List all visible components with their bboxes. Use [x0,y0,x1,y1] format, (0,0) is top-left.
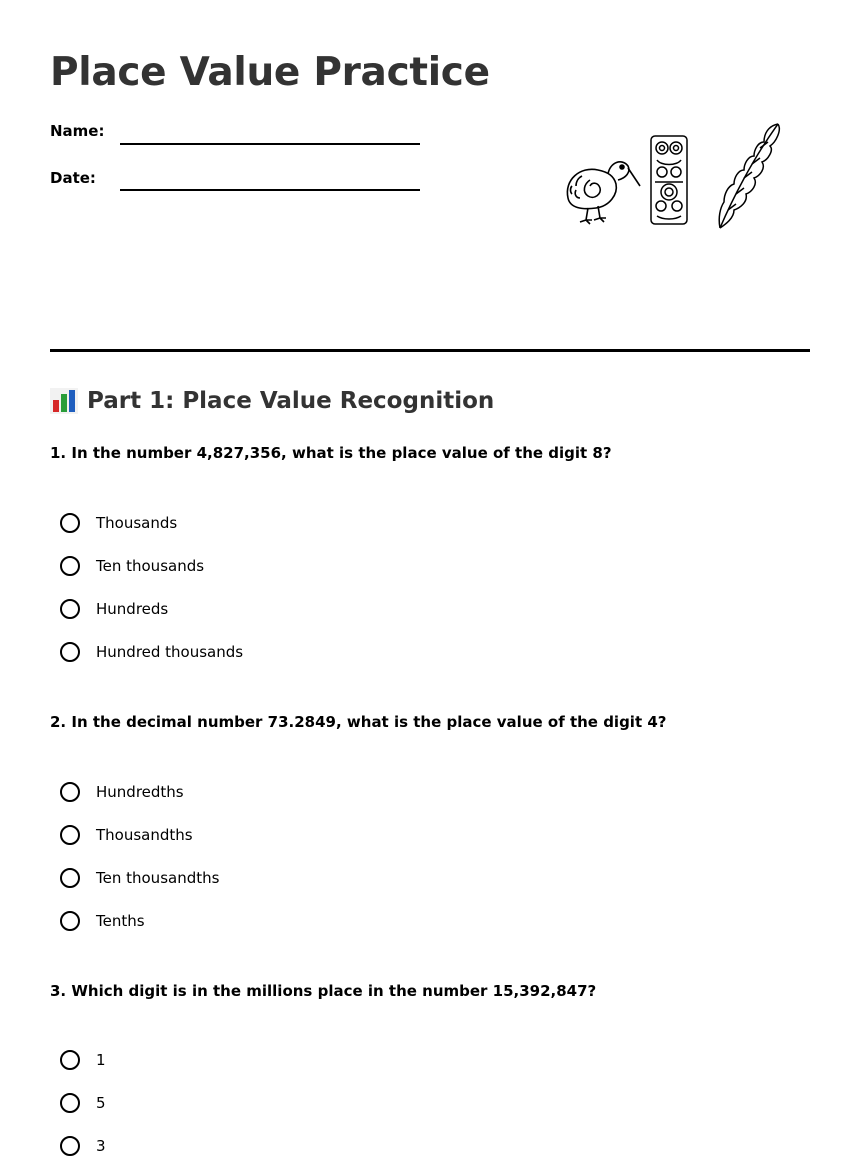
section-title: Part 1: Place Value Recognition [87,388,495,414]
name-label: Name: [50,122,105,140]
radio-button[interactable] [60,868,80,888]
option-label: Hundreds [96,600,169,618]
option-q3-c[interactable] [60,1133,106,1159]
radio-button[interactable] [60,513,80,533]
question-1: 1. In the number 4,827,356, what is the place value of the digit 8? [50,444,612,462]
radio-button[interactable] [60,1136,80,1156]
option-label: 1 [96,1051,106,1069]
option-label: 5 [96,1094,106,1112]
decorative-illustrations [560,120,790,235]
option-q1-c[interactable] [60,596,168,622]
option-q3-b[interactable] [60,1090,106,1116]
option-label: Hundred thousands [96,643,244,661]
option-label: Ten thousands [96,557,205,575]
option-q1-d[interactable] [60,639,243,665]
radio-button[interactable] [60,782,80,802]
radio-button[interactable] [60,1050,80,1070]
bar-chart-icon [50,388,78,414]
option-q3-a[interactable] [60,1047,106,1073]
option-q2-b[interactable] [60,822,193,848]
section-heading [50,388,494,414]
date-field[interactable] [120,189,420,191]
radio-button[interactable] [60,1093,80,1113]
date-label: Date: [50,169,96,187]
radio-button[interactable] [60,642,80,662]
question-2: 2. In the decimal number 73.2849, what is the place value of the digit 4? [50,713,667,731]
option-label: Hundredths [96,783,184,801]
section-divider [50,349,810,352]
name-field[interactable] [120,143,420,145]
option-q1-b[interactable] [60,553,204,579]
kiwi-bird-icon [560,150,642,225]
option-label: 3 [96,1137,106,1155]
option-label: Thousandths [96,826,193,844]
option-q2-c[interactable] [60,865,219,891]
radio-button[interactable] [60,911,80,931]
option-label: Thousands [96,514,178,532]
option-q2-d[interactable] [60,908,145,934]
option-label: Tenths [96,912,145,930]
option-q2-a[interactable] [60,779,184,805]
option-q1-a[interactable] [60,510,177,536]
fern-leaf-icon [712,120,784,232]
question-3: 3. Which digit is in the millions place in the number 15,392,847? [50,982,597,1000]
option-label: Ten thousandths [96,869,220,887]
radio-button[interactable] [60,556,80,576]
radio-button[interactable] [60,599,80,619]
maori-carving-icon [649,134,689,226]
page-title: Place Value Practice [50,50,490,95]
radio-button[interactable] [60,825,80,845]
